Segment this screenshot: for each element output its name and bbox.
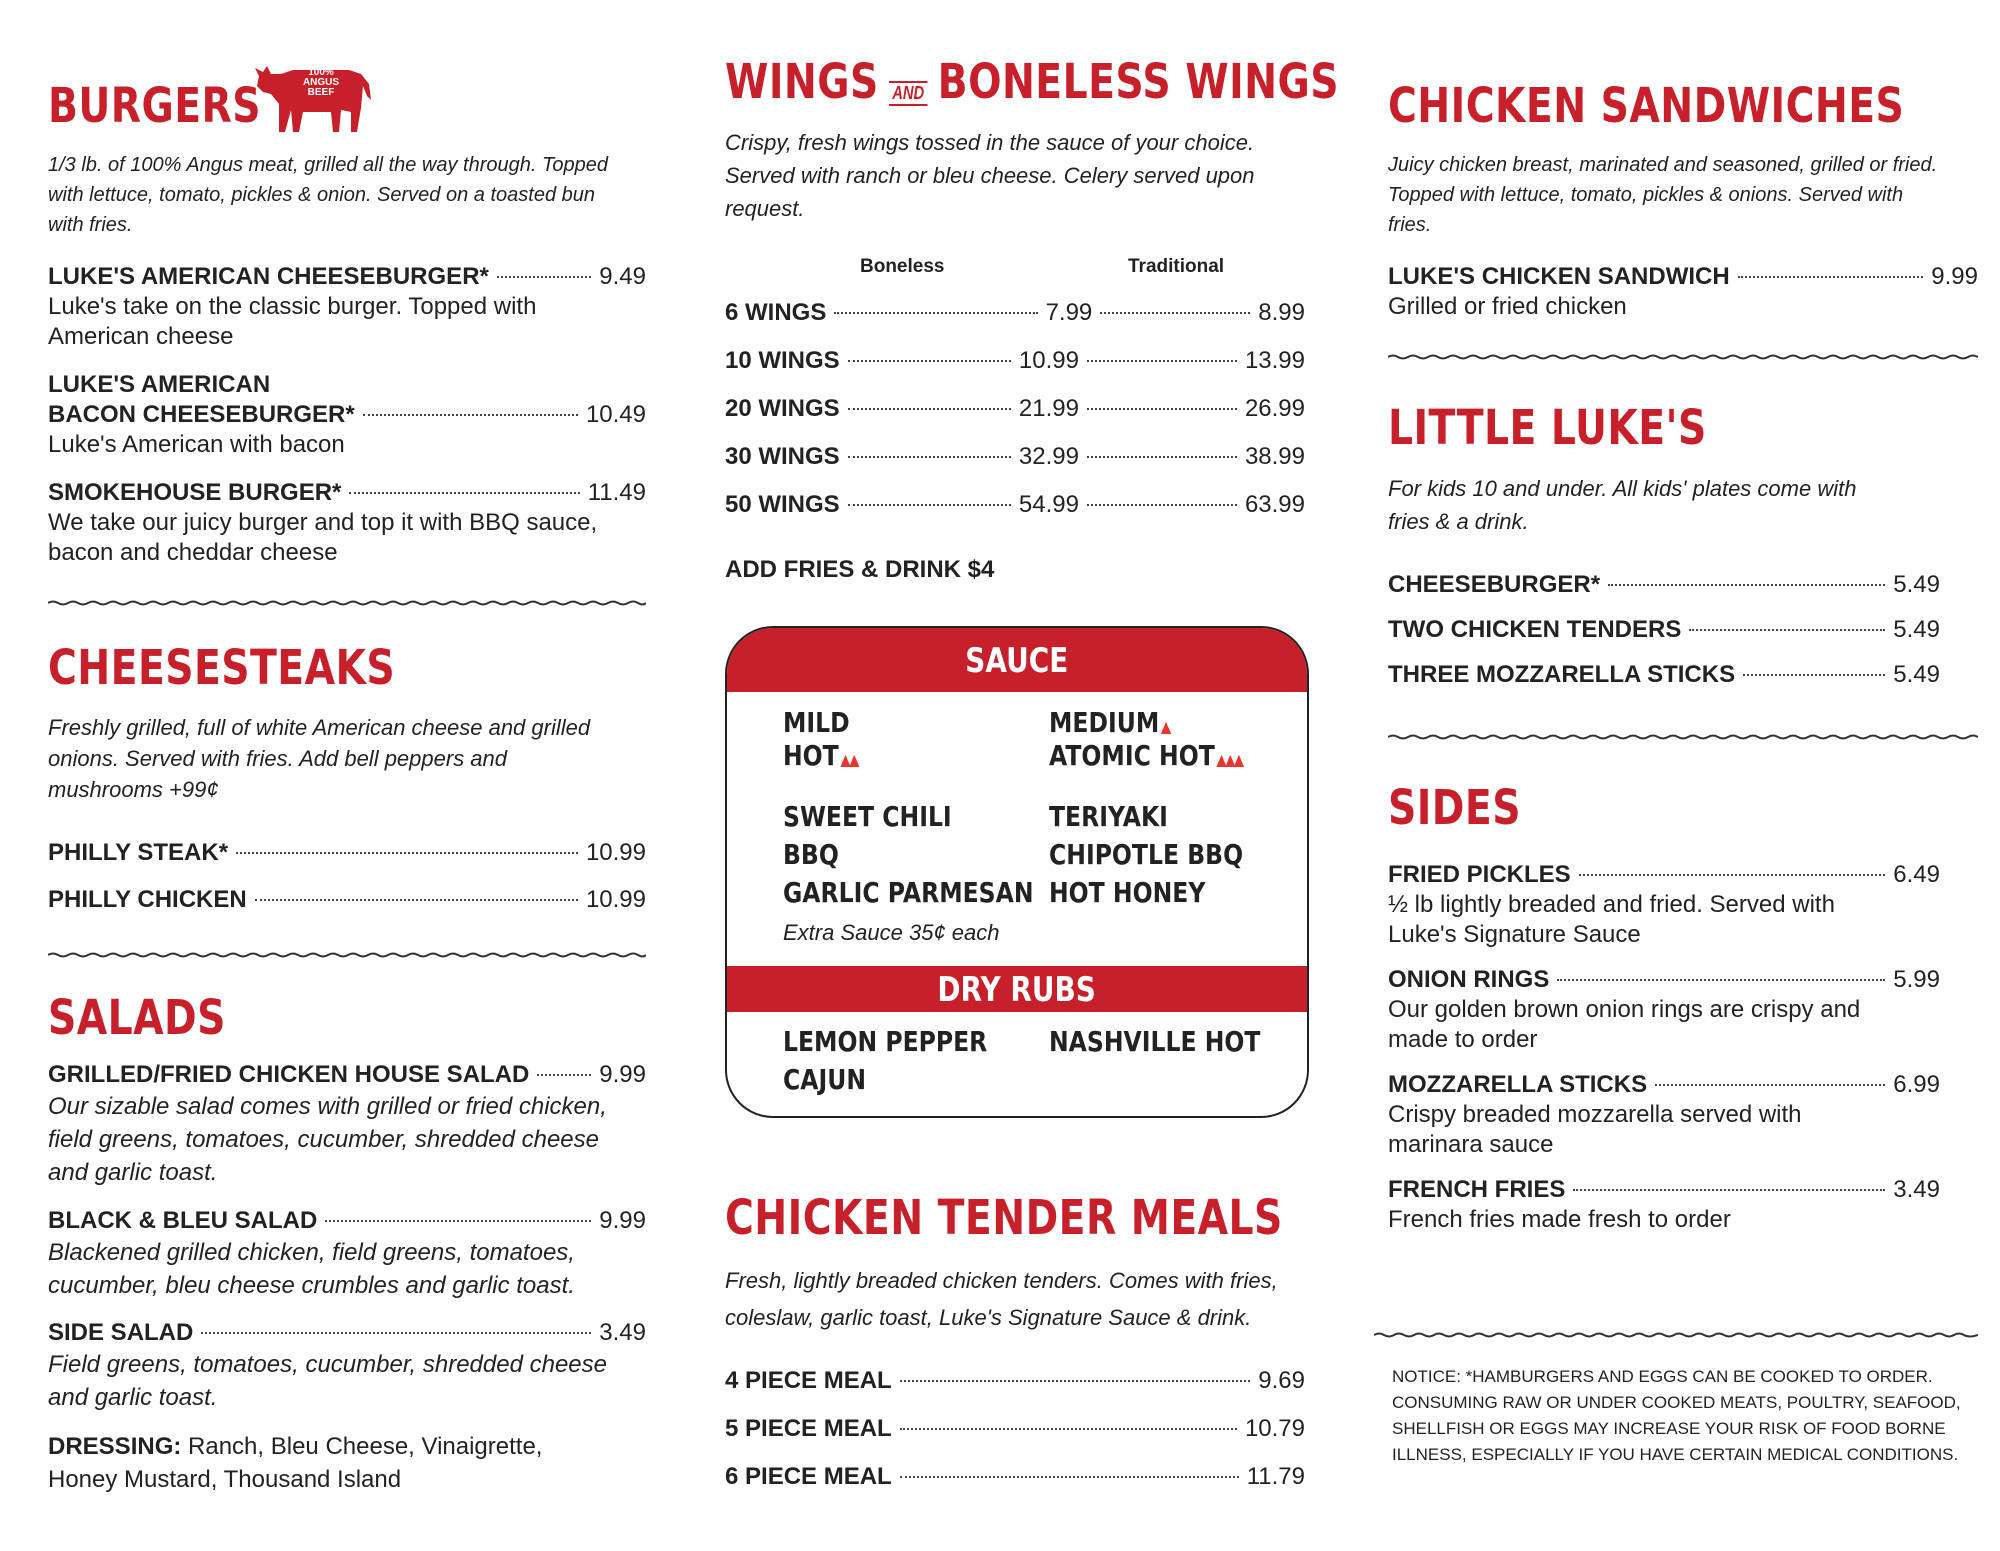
item-price: 3.49 bbox=[1893, 1176, 1940, 1203]
boneless-price: 7.99 bbox=[1045, 299, 1093, 326]
dressing-options bbox=[48, 1430, 608, 1496]
menu-item bbox=[1388, 615, 1940, 645]
dry-rubs-title: DRY RUBS bbox=[937, 970, 1097, 1010]
item-name: BACON CHEESEBURGER* bbox=[48, 401, 355, 428]
item-name: LUKE'S CHICKEN SANDWICH bbox=[1388, 263, 1730, 290]
wavy-divider bbox=[1388, 734, 1978, 740]
item-price: 10.99 bbox=[585, 839, 646, 866]
sauce-hot bbox=[783, 739, 858, 772]
sauce-title: SAUCE bbox=[965, 641, 1069, 681]
menu-item bbox=[48, 1206, 646, 1302]
traditional-column-header: Traditional bbox=[1128, 256, 1225, 277]
cow-icon bbox=[253, 56, 375, 134]
item-name: THREE MOZZARELLA STICKS bbox=[1388, 661, 1736, 688]
item-name: LUKE'S AMERICAN CHEESEBURGER* bbox=[48, 263, 489, 290]
sauce-atomic-hot-label: ATOMIC HOT bbox=[1049, 739, 1215, 772]
traditional-price: 38.99 bbox=[1244, 443, 1305, 470]
item-price: 9.69 bbox=[1258, 1367, 1305, 1394]
little-lukes-heading: LITTLE LUKE'S bbox=[1388, 400, 1707, 456]
menu-item bbox=[725, 1366, 1305, 1396]
menu-item bbox=[1388, 860, 1940, 950]
wings-row bbox=[725, 346, 1305, 376]
menu-item bbox=[48, 838, 646, 868]
wings-heading bbox=[725, 54, 1339, 110]
wings-row bbox=[725, 490, 1305, 520]
dry-rub-nashville-hot: NASHVILLE HOT bbox=[1049, 1025, 1261, 1058]
item-price: 5.49 bbox=[1893, 616, 1940, 643]
wavy-divider bbox=[48, 600, 646, 606]
item-price: 11.79 bbox=[1246, 1463, 1305, 1490]
item-price: 6.49 bbox=[1893, 861, 1940, 888]
boneless-column-header: Boneless bbox=[860, 256, 945, 277]
flame-icon: ▲▲▲ bbox=[1216, 750, 1243, 769]
health-notice: NOTICE: *HAMBURGERS AND EGGS CAN BE COOKED TO ORDER. CONSUMING RAW OR UNDER COOKED MEATS, POULTRY, SEAFOOD, SHELLFISH OR EGGS MAY INCREASE YOUR RISK OF FOOD BORNE ILLNESS, ESPECIALLY IF YOU HAVE CERTAIN MEDICAL CONDITIONS. bbox=[1392, 1367, 1961, 1464]
item-price: 9.99 bbox=[1931, 263, 1978, 290]
item-price: 3.49 bbox=[599, 1319, 646, 1346]
wings-row bbox=[725, 394, 1305, 424]
menu-item bbox=[48, 478, 646, 568]
wings-count: 50 WINGS bbox=[725, 491, 840, 518]
dry-rub-cajun: CAJUN bbox=[783, 1063, 867, 1096]
menu-item bbox=[725, 1414, 1305, 1444]
item-name: SMOKEHOUSE BURGER* bbox=[48, 479, 342, 506]
boneless-price: 21.99 bbox=[1018, 395, 1079, 422]
menu-item bbox=[48, 370, 646, 460]
menu-item bbox=[725, 1462, 1305, 1492]
item-name: GRILLED/FRIED CHICKEN HOUSE SALAD bbox=[48, 1061, 530, 1088]
traditional-price: 13.99 bbox=[1244, 347, 1305, 374]
item-name: PHILLY STEAK* bbox=[48, 839, 229, 866]
sauce-atomic-hot bbox=[1049, 739, 1242, 772]
item-name: 4 PIECE MEAL bbox=[725, 1367, 892, 1394]
sauce-chipotle-bbq: CHIPOTLE BBQ bbox=[1049, 838, 1244, 871]
item-description: Our golden brown onion rings are crispy and made to order bbox=[1388, 996, 1861, 1053]
menu-item bbox=[1388, 570, 1940, 600]
boneless-price: 10.99 bbox=[1018, 347, 1079, 374]
item-description: Our sizable salad comes with grilled or fried chicken, field greens, tomatoes, cucumber, shredded cheese and garlic toast. bbox=[48, 1093, 607, 1186]
flame-icon: ▲ bbox=[1160, 717, 1170, 736]
item-price: 9.49 bbox=[599, 263, 646, 290]
sauce-medium bbox=[1049, 706, 1170, 739]
item-description: Grilled or fried chicken bbox=[1388, 293, 1627, 320]
item-price: 9.99 bbox=[599, 1207, 646, 1234]
item-price: 9.99 bbox=[599, 1061, 646, 1088]
item-description: Blackened grilled chicken, field greens, tomatoes, cucumber, bleu cheese crumbles and garlic toast. bbox=[48, 1239, 575, 1299]
wings-row bbox=[725, 442, 1305, 472]
dry-rubs-band bbox=[727, 966, 1307, 1012]
item-price: 5.49 bbox=[1893, 571, 1940, 598]
boneless-price: 54.99 bbox=[1018, 491, 1079, 518]
item-description: French fries made fresh to order bbox=[1388, 1206, 1731, 1233]
wings-heading-left: WINGS bbox=[725, 54, 879, 110]
sauce-bbq: BBQ bbox=[783, 838, 839, 871]
item-description: Field greens, tomatoes, cucumber, shredded cheese and garlic toast. bbox=[48, 1351, 607, 1411]
dressing-list: Ranch, Bleu Cheese, Vinaigrette, Honey Mustard, Thousand Island bbox=[48, 1433, 543, 1493]
wings-row bbox=[725, 298, 1305, 328]
sauce-sweet-chili: SWEET CHILI bbox=[783, 800, 952, 833]
tenders-description: Fresh, lightly breaded chicken tenders. Comes with fries, coleslaw, garlic toast, Luke's Signature Sauce & drink. bbox=[725, 1268, 1278, 1330]
item-name: FRIED PICKLES bbox=[1388, 861, 1571, 888]
salads-heading: SALADS bbox=[48, 990, 226, 1046]
item-price: 6.99 bbox=[1893, 1071, 1940, 1098]
boneless-price: 32.99 bbox=[1018, 443, 1079, 470]
item-name: FRENCH FRIES bbox=[1388, 1176, 1566, 1203]
item-name-line1: LUKE'S AMERICAN bbox=[48, 371, 271, 398]
cheesesteaks-description: Freshly grilled, full of white American cheese and grilled onions. Served with fries. Add bell peppers and mushrooms +99¢ bbox=[48, 715, 591, 802]
item-price: 10.99 bbox=[585, 886, 646, 913]
wings-count: 20 WINGS bbox=[725, 395, 840, 422]
menu-item bbox=[48, 1060, 646, 1189]
sauce-band bbox=[727, 628, 1307, 692]
tenders-heading: CHICKEN TENDER MEALS bbox=[725, 1190, 1283, 1246]
item-name: ONION RINGS bbox=[1388, 966, 1550, 993]
item-name: 6 PIECE MEAL bbox=[725, 1463, 892, 1490]
menu-item bbox=[48, 262, 646, 352]
wavy-divider bbox=[1374, 1332, 1978, 1338]
little-lukes-description: For kids 10 and under. All kids' plates come with fries & a drink. bbox=[1388, 476, 1857, 534]
menu-item bbox=[1388, 965, 1940, 1055]
item-price: 5.49 bbox=[1893, 661, 1940, 688]
item-name: CHEESEBURGER* bbox=[1388, 571, 1601, 598]
item-price: 10.79 bbox=[1244, 1415, 1305, 1442]
item-description: ½ lb lightly breaded and fried. Served with Luke's Signature Sauce bbox=[1388, 891, 1835, 948]
traditional-price: 26.99 bbox=[1244, 395, 1305, 422]
angus-badge: 100% ANGUS BEEF bbox=[302, 67, 340, 98]
sides-heading: SIDES bbox=[1388, 780, 1521, 836]
dressing-label: DRESSING: bbox=[48, 1433, 182, 1460]
item-name: 5 PIECE MEAL bbox=[725, 1415, 892, 1442]
add-fries-drink: ADD FRIES & DRINK $4 bbox=[725, 556, 995, 583]
chicken-sandwiches-description: Juicy chicken breast, marinated and seasoned, grilled or fried. Topped with lettuce, tomato, pickles & onions. Served with fries. bbox=[1388, 154, 1938, 236]
wings-count: 6 WINGS bbox=[725, 299, 827, 326]
wings-count: 30 WINGS bbox=[725, 443, 840, 470]
sauce-mild: MILD bbox=[783, 706, 850, 739]
sauce-hot-label: HOT bbox=[783, 739, 839, 772]
sauce-medium-label: MEDIUM bbox=[1049, 706, 1160, 739]
sauce-hot-honey: HOT HONEY bbox=[1049, 876, 1206, 909]
menu-item bbox=[48, 885, 646, 915]
item-price: 5.99 bbox=[1893, 966, 1940, 993]
sauce-teriyaki: TERIYAKI bbox=[1049, 800, 1168, 833]
item-description: Luke's American with bacon bbox=[48, 431, 345, 458]
wings-heading-right: BONELESS WINGS bbox=[937, 54, 1339, 110]
item-name: SIDE SALAD bbox=[48, 1319, 194, 1346]
item-name: TWO CHICKEN TENDERS bbox=[1388, 616, 1682, 643]
dry-rub-lemon-pepper: LEMON PEPPER bbox=[783, 1025, 988, 1058]
item-name: MOZZARELLA STICKS bbox=[1388, 1071, 1648, 1098]
item-price: 10.49 bbox=[585, 401, 646, 428]
menu-item bbox=[1388, 262, 1978, 322]
menu-item bbox=[48, 1318, 646, 1414]
item-name: BLACK & BLEU SALAD bbox=[48, 1207, 318, 1234]
wavy-divider bbox=[48, 952, 646, 958]
wings-count: 10 WINGS bbox=[725, 347, 840, 374]
chicken-sandwiches-heading: CHICKEN SANDWICHES bbox=[1388, 78, 1905, 134]
wings-heading-and: AND bbox=[889, 81, 928, 106]
wings-description: Crispy, fresh wings tossed in the sauce of your choice. Served with ranch or bleu cheese. Celery served upon request. bbox=[725, 130, 1255, 221]
item-name: PHILLY CHICKEN bbox=[48, 886, 247, 913]
sauce-garlic-parmesan: GARLIC PARMESAN bbox=[783, 876, 1034, 909]
burgers-description: 1/3 lb. of 100% Angus meat, grilled all the way through. Topped with lettuce, tomato, pickles & onion. Served on a toasted bun with fries. bbox=[48, 154, 608, 236]
item-description: Luke's take on the classic burger. Topped with American cheese bbox=[48, 293, 537, 350]
menu-item bbox=[1388, 660, 1940, 690]
item-price: 11.49 bbox=[587, 479, 646, 506]
sauce-panel bbox=[725, 626, 1309, 1118]
wavy-divider bbox=[1388, 354, 1978, 360]
cheesesteaks-heading: CHEESESTEAKS bbox=[48, 640, 396, 696]
traditional-price: 8.99 bbox=[1258, 299, 1305, 326]
item-description: Crispy breaded mozzarella served with marinara sauce bbox=[1388, 1101, 1802, 1158]
menu-item bbox=[1388, 1070, 1940, 1160]
extra-sauce-note: Extra Sauce 35¢ each bbox=[783, 920, 1000, 945]
item-description: We take our juicy burger and top it with BBQ sauce, bacon and cheddar cheese bbox=[48, 509, 598, 566]
menu-item bbox=[1388, 1175, 1940, 1235]
burgers-heading: BURGERS bbox=[48, 78, 261, 134]
flame-icon: ▲▲ bbox=[840, 750, 858, 769]
traditional-price: 63.99 bbox=[1244, 491, 1305, 518]
